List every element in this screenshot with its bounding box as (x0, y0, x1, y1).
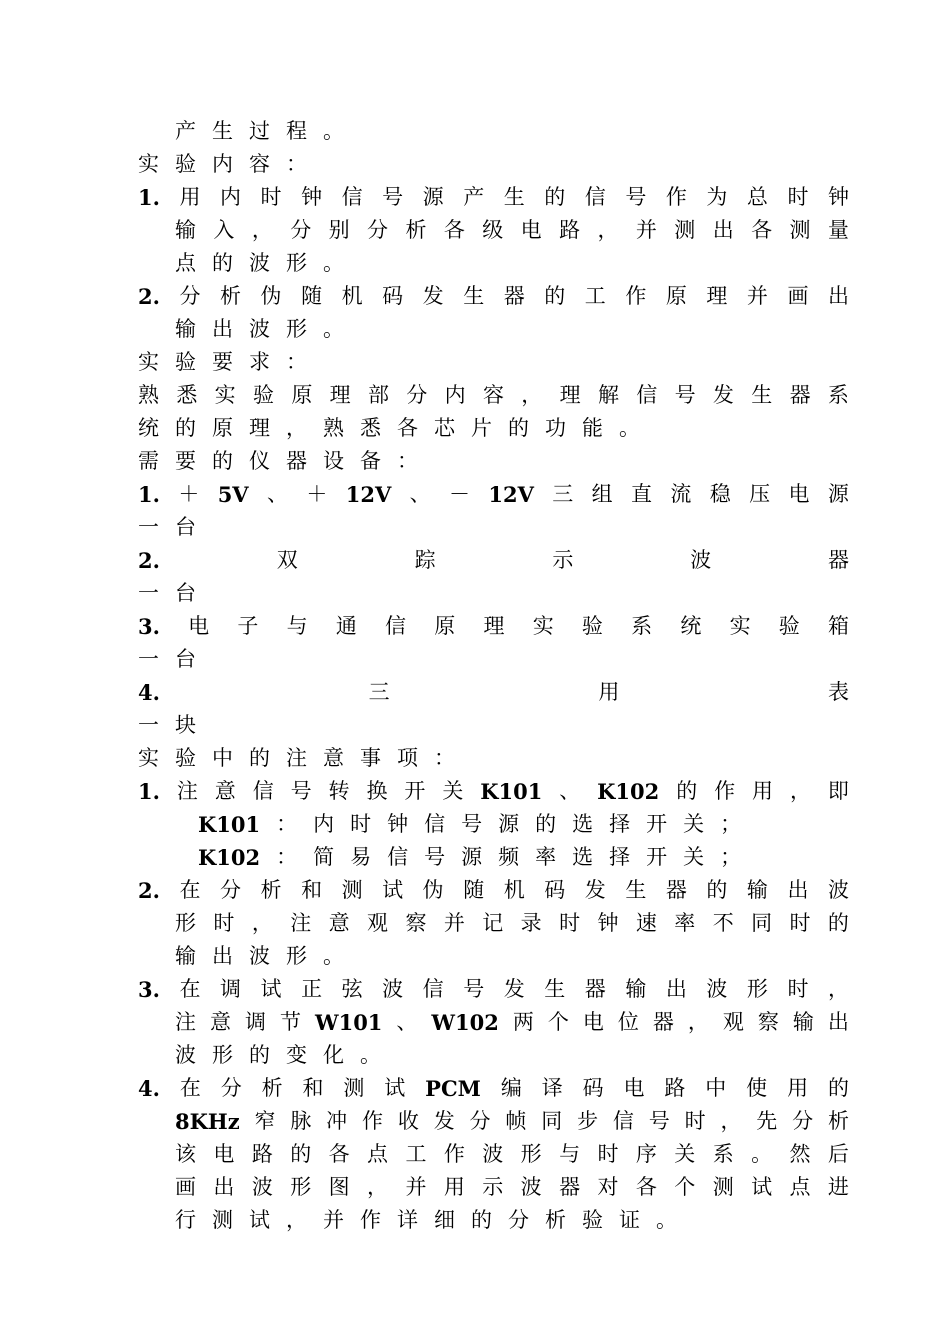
text-line: K101 ： 内 时 钟 信 号 源 的 选 择 开 关 ； (198, 812, 742, 837)
text-line: 4. 三 用 表 (138, 680, 849, 705)
text-line: 输 出 波 形 。 (175, 317, 344, 341)
text-line: 4. 在 分 析 和 测 试 PCM 编 译 码 电 路 中 使 用 的 (138, 1076, 849, 1101)
text-line: 熟 悉 实 验 原 理 部 分 内 容 ， 理 解 信 号 发 生 器 系 (138, 383, 849, 407)
text-line: 波 形 的 变 化 。 (175, 1043, 381, 1067)
text-line: 形 时 ， 注 意 观 察 并 记 录 时 钟 速 率 不 同 时 的 (175, 911, 849, 935)
text-line: 一 台 (138, 515, 196, 539)
text-line: 一 块 (138, 713, 196, 737)
text-line: 2. 分 析 伪 随 机 码 发 生 器 的 工 作 原 理 并 画 出 (138, 284, 849, 309)
text-line: 3. 电 子 与 通 信 原 理 实 验 系 统 实 验 箱 (138, 614, 849, 639)
text-line: 点 的 波 形 。 (175, 251, 344, 275)
text-line: K102 ： 简 易 信 号 源 频 率 选 择 开 关 ； (198, 845, 742, 870)
text-line: 8KHz 窄 脉 冲 作 收 发 分 帧 同 步 信 号 时 ， 先 分 析 (175, 1109, 849, 1134)
text-line: 该 电 路 的 各 点 工 作 波 形 与 时 序 关 系 。 然 后 (175, 1142, 849, 1166)
text-line: 输 入 ， 分 别 分 析 各 级 电 路 ， 并 测 出 各 测 量 (175, 218, 849, 242)
text-line: 注 意 调 节 W101 、 W102 两 个 电 位 器 ， 观 察 输 出 (175, 1010, 849, 1035)
text-line: 行 测 试 ， 并 作 详 细 的 分 析 验 证 。 (175, 1208, 677, 1232)
text-line: 一 台 (138, 581, 196, 605)
text-line: 产 生 过 程 。 (175, 119, 344, 143)
text-line: 需 要 的 仪 器 设 备 ： (138, 449, 418, 473)
text-line: 统 的 原 理 ， 熟 悉 各 芯 片 的 功 能 。 (138, 416, 640, 440)
text-line: 2. 双 踪 示 波 器 (138, 548, 849, 573)
text-line: 实 验 要 求 ： (138, 350, 307, 374)
text-line: 画 出 波 形 图 ， 并 用 示 波 器 对 各 个 测 试 点 进 (175, 1175, 849, 1199)
text-line: 1. ＋ 5V 、 ＋ 12V 、 － 12V 三 组 直 流 稳 压 电 源 (138, 482, 849, 507)
text-line: 1. 注 意 信 号 转 换 开 关 K101 、 K102 的 作 用 ， 即 (138, 779, 849, 804)
text-line: 3. 在 调 试 正 弦 波 信 号 发 生 器 输 出 波 形 时 ， (138, 977, 849, 1002)
text-line: 一 台 (138, 647, 196, 671)
text-line: 1. 用 内 时 钟 信 号 源 产 生 的 信 号 作 为 总 时 钟 (138, 185, 849, 210)
text-line: 实 验 内 容 ： (138, 152, 307, 176)
text-line: 2. 在 分 析 和 测 试 伪 随 机 码 发 生 器 的 输 出 波 (138, 878, 849, 903)
text-line: 输 出 波 形 。 (175, 944, 344, 968)
text-line: 实 验 中 的 注 意 事 项 ： (138, 746, 455, 770)
